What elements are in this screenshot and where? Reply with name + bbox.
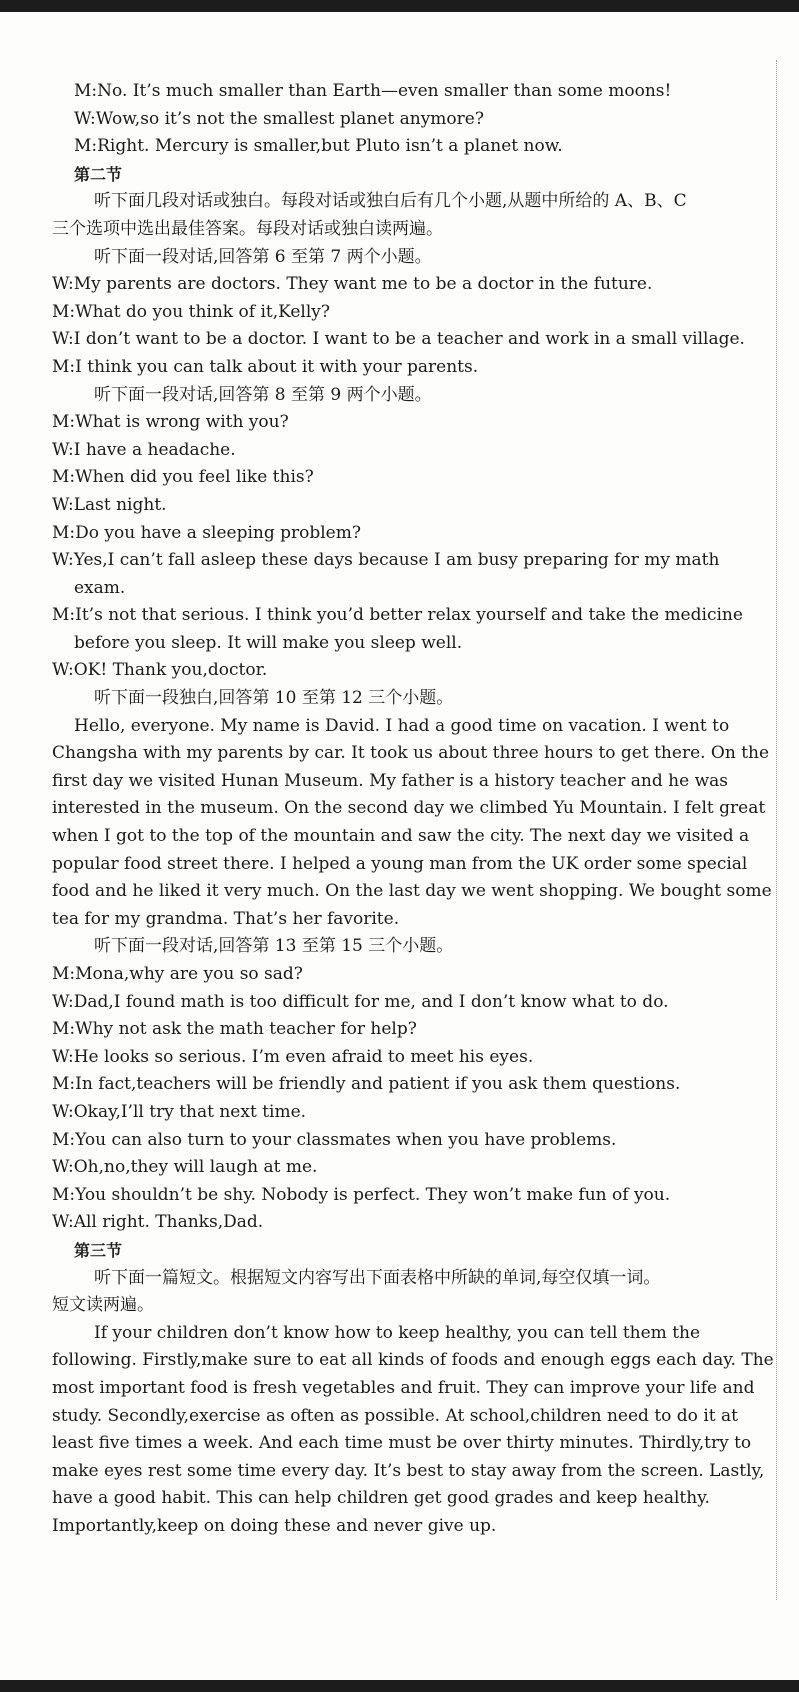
text-line: W:I have a headache.: [52, 439, 236, 460]
scan-top-edge: [0, 0, 799, 12]
text-line: exam.: [74, 577, 126, 598]
text-line: 听下面一段对话,回答第 13 至第 15 三个小题。: [94, 936, 454, 957]
text-line: Changsha with my parents by car. It took us about three hours to get there. On the: [52, 743, 770, 764]
section-heading: 第三节: [74, 1240, 123, 1260]
text-line: have a good habit. This can help children get good grades and keep healthy.: [52, 1488, 710, 1509]
text-line: 三个选项中选出最佳答案。每段对话或独白读两遍。: [52, 218, 443, 239]
text-line: 听下面一段对话,回答第 8 至第 9 两个小题。: [94, 384, 432, 405]
text-line: study. Secondly,exercise as often as possible. At school,children need to do it at: [52, 1405, 738, 1426]
text-line: before you sleep. It will make you sleep well.: [74, 632, 463, 653]
text-line: M:In fact,teachers will be friendly and patient if you ask them questions.: [52, 1074, 681, 1095]
text-line: 听下面一段对话,回答第 6 至第 7 两个小题。: [94, 246, 432, 267]
margin-dotted-rule: [776, 60, 777, 1600]
text-line: M:When did you feel like this?: [52, 467, 314, 488]
text-line: first day we visited Hunan Museum. My father is a history teacher and he was: [52, 770, 728, 791]
section-heading: 第二节: [74, 164, 123, 184]
text-line: M:No. It’s much smaller than Earth—even smaller than some moons!: [74, 81, 672, 101]
text-line: If your children don’t know how to keep healthy, you can tell them the: [94, 1322, 701, 1343]
text-line: M:It’s not that serious. I think you’d better relax yourself and take the medicine: [52, 605, 743, 626]
document-body: [52, 78, 774, 1540]
text-line: 短文读两遍。: [52, 1295, 154, 1316]
text-line: W:Dad,I found math is too difficult for me, and I don’t know what to do.: [52, 991, 669, 1012]
text-line: W:Yes,I can’t fall asleep these days because I am busy preparing for my math: [52, 550, 720, 571]
text-line: W:OK! Thank you,doctor.: [52, 660, 268, 681]
text-line: popular food street there. I helped a young man from the UK order some special: [52, 853, 748, 874]
text-line: M:What do you think of it,Kelly?: [52, 301, 331, 322]
text-line: tea for my grandma. That’s her favorite.: [52, 908, 400, 929]
text-line: M:You shouldn’t be shy. Nobody is perfect. They won’t make fun of you.: [52, 1184, 671, 1205]
text-line: W:He looks so serious. I’m even afraid to meet his eyes.: [52, 1046, 534, 1067]
text-line: interested in the museum. On the second day we climbed Yu Mountain. I felt great: [52, 798, 766, 819]
text-line: food and he liked it very much. On the last day we went shopping. We bought some: [52, 881, 772, 902]
text-line: 听下面一段独白,回答第 10 至第 12 三个小题。: [94, 688, 454, 709]
text-line: M:What is wrong with you?: [52, 412, 289, 433]
text-line: following. Firstly,make sure to eat all kinds of foods and enough eggs each day. The: [52, 1350, 774, 1371]
text-line: W:I don’t want to be a doctor. I want to be a teacher and work in a small village.: [52, 329, 745, 350]
text-line: W:Oh,no,they will laugh at me.: [52, 1157, 318, 1178]
text-line: W:Last night.: [52, 494, 167, 515]
text-line: M:You can also turn to your classmates when you have problems.: [52, 1129, 617, 1150]
text-line: make eyes rest some time every day. It’s best to stay away from the screen. Lastly,: [52, 1460, 765, 1481]
text-line: W:My parents are doctors. They want me to be a doctor in the future.: [52, 274, 653, 295]
scan-bottom-edge: [0, 1680, 799, 1692]
text-line: Hello, everyone. My name is David. I had a good time on vacation. I went to: [74, 715, 730, 736]
text-line: when I got to the top of the mountain and saw the city. The next day we visited a: [52, 826, 750, 847]
text-line: most important food is fresh vegetables and fruit. They can improve your life and: [52, 1377, 755, 1398]
text-line: M:Do you have a sleeping problem?: [52, 522, 361, 543]
text-line: M:I think you can talk about it with your parents.: [52, 356, 479, 377]
text-line: M:Mona,why are you so sad?: [52, 964, 303, 984]
text-line: W:Wow,so it’s not the smallest planet anymore?: [74, 108, 484, 129]
text-line: W:All right. Thanks,Dad.: [52, 1212, 264, 1233]
text-line: Importantly,keep on doing these and never give up.: [52, 1515, 497, 1536]
text-line: least five times a week. And each time must be over thirty minutes. Thirdly,try to: [52, 1433, 752, 1454]
text-line: M:Right. Mercury is smaller,but Pluto isn’t a planet now.: [74, 136, 563, 157]
text-line: 听下面一篇短文。根据短文内容写出下面表格中所缺的单词,每空仅填一词。: [94, 1267, 661, 1288]
text-line: W:Okay,I’ll try that next time.: [52, 1101, 307, 1122]
text-line: 听下面几段对话或独白。每段对话或独白后有几个小题,从题中所给的 A、B、C: [94, 191, 687, 212]
text-line: M:Why not ask the math teacher for help?: [52, 1019, 417, 1040]
